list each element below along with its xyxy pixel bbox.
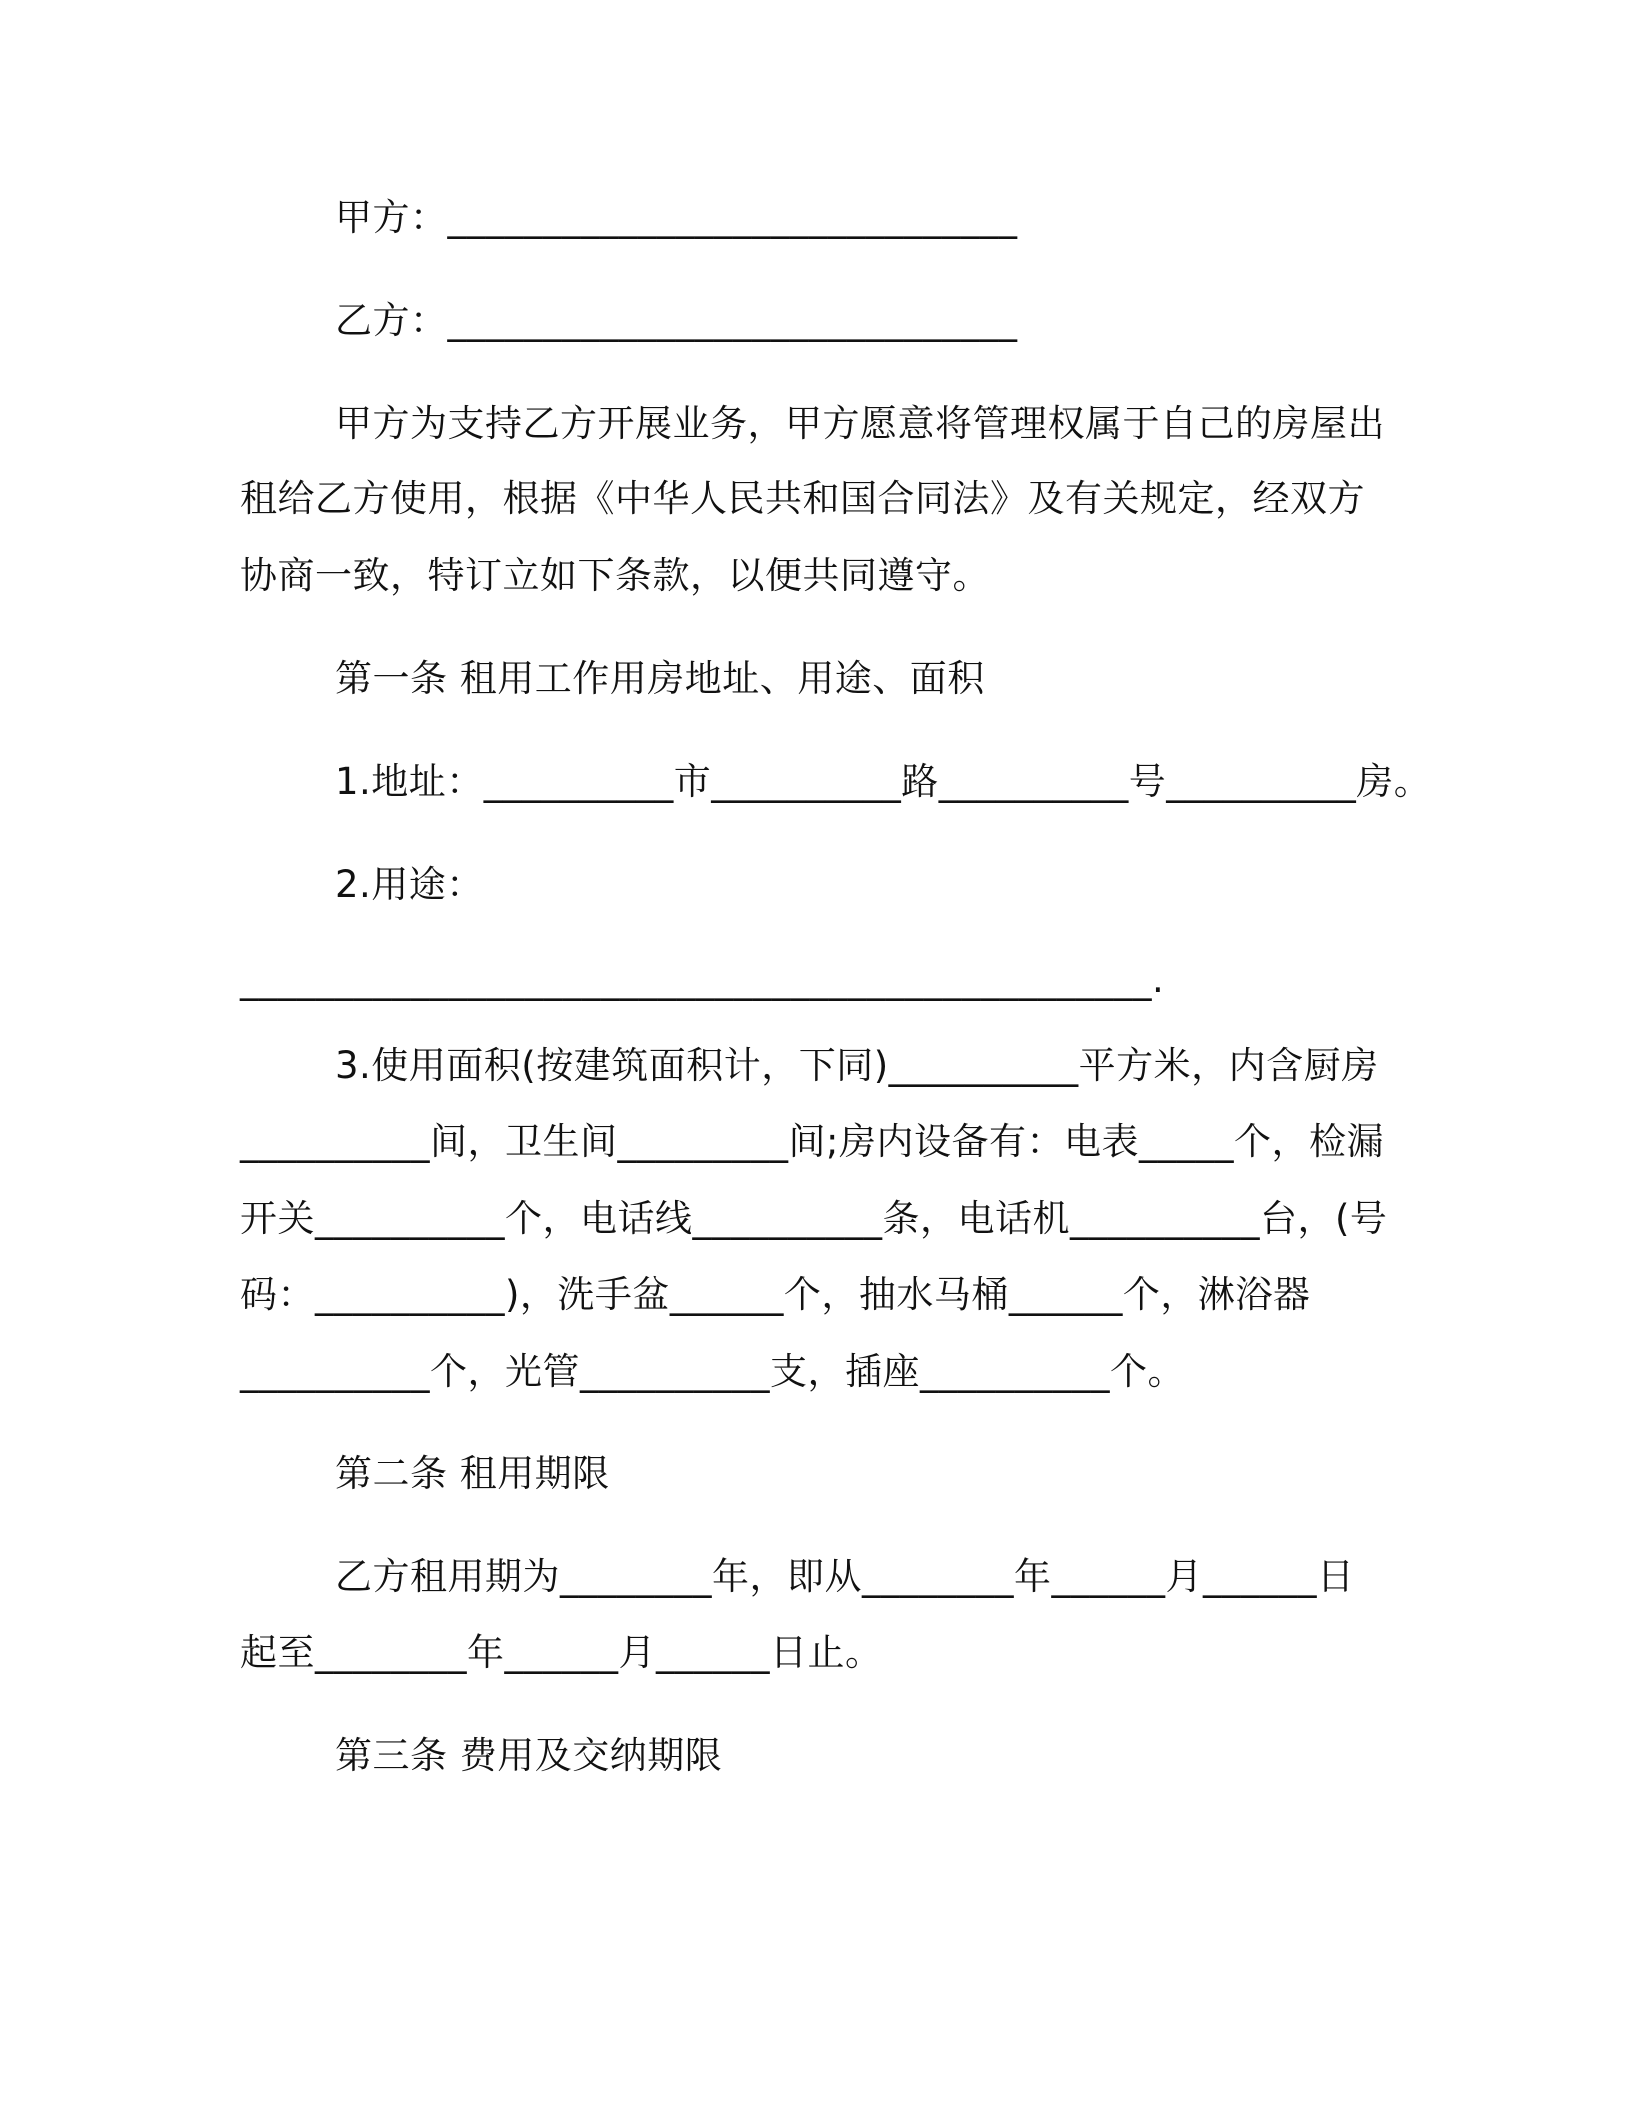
- intro-line-2: 租给乙方使用，根据《中华人民共和国合同法》及有关规定，经双方: [240, 477, 1365, 520]
- use-label: 2.用途：: [335, 863, 484, 906]
- area-line-5: __________个，光管__________支，插座__________个。: [240, 1350, 1185, 1393]
- term-line-2: 起至________年______月______日止。: [240, 1631, 883, 1674]
- intro-line-1: 甲方为支持乙方开展业务，甲方愿意将管理权属于自己的房屋出: [335, 402, 1385, 445]
- article-2-heading: 第二条 租用期限: [335, 1452, 610, 1495]
- party-a-line: 甲方：______________________________: [335, 196, 1018, 239]
- article-1-heading: 第一条 租用工作用房地址、用途、面积: [335, 657, 985, 700]
- use-blank-line: ________________________________________________.: [240, 958, 1165, 1001]
- area-line-3: 开关__________个，电话线__________条，电话机__________台，(号: [240, 1197, 1388, 1240]
- article-3-heading: 第三条 费用及交纳期限: [335, 1734, 723, 1777]
- area-line-4: 码：__________)，洗手盆______个，抽水马桶______个，淋浴器: [240, 1273, 1311, 1316]
- intro-line-3: 协商一致，特订立如下条款，以便共同遵守。: [240, 554, 990, 597]
- area-line-1: 3.使用面积(按建筑面积计，下同)__________平方米，内含厨房: [335, 1044, 1379, 1087]
- area-line-2: __________间，卫生间_________间;房内设备有：电表_____个，检漏: [240, 1120, 1384, 1163]
- party-b-line: 乙方：______________________________: [335, 299, 1018, 342]
- term-line-1: 乙方租用期为________年，即从________年______月______日: [335, 1555, 1355, 1598]
- address-line: 1.地址：__________市__________路__________号__________房。: [335, 760, 1432, 803]
